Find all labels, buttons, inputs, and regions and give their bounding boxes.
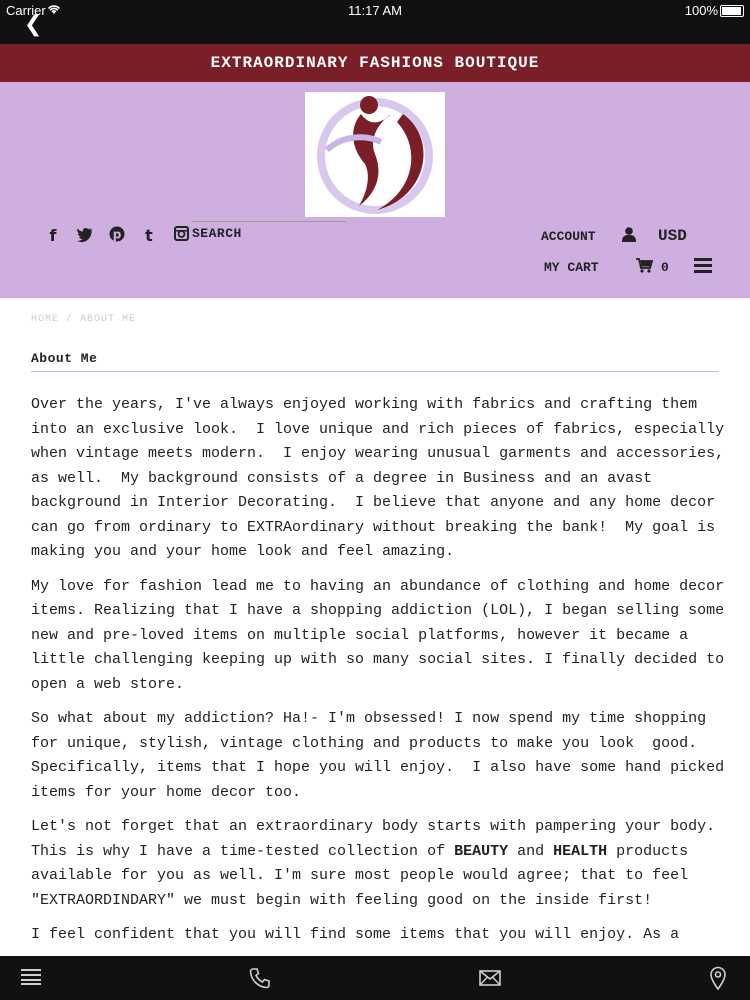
- paragraph: So what about my addiction? Ha!- I'm obsessed! I now spend my time shopping for unique, stylish, vintage clothing and products to make you look good. Specifically, items that I hope you will enjoy. I also have some hand picked items for your home decor too.: [31, 710, 734, 801]
- paragraph: [31, 815, 734, 913]
- store-title[interactable]: EXTRAORDINARY FASHIONS BOUTIQUE: [210, 54, 540, 72]
- facebook-icon[interactable]: f: [49, 226, 57, 245]
- carrier-label: Carrier: [6, 3, 46, 18]
- paragraph: My love for fashion lead me to having an abundance of clothing and home decor items. Realizing that I have a shopping addiction (LOL), I began selling some new and pre-loved items on multiple social platforms, however it became a little challenging keeping up with so many social sites. I finally decided to open a web store.: [31, 577, 734, 693]
- social-links: [44, 226, 190, 246]
- instagram-icon[interactable]: [172, 226, 190, 246]
- battery-percent: 100%: [684, 3, 718, 18]
- paragraph-text: and: [508, 842, 554, 860]
- cart-icon[interactable]: [636, 258, 653, 277]
- svg-text:p: p: [112, 227, 122, 242]
- phone-icon[interactable]: [249, 967, 271, 989]
- title-divider: [31, 371, 719, 372]
- breadcrumb[interactable]: HOME / ABOUT ME: [31, 314, 137, 325]
- paragraph-text: products available for you as well. I'm sure most people would agree; that to feel "EXTRAORDINDARY" we must begin with feeling good on the inside first!: [31, 842, 698, 909]
- pinterest-icon[interactable]: [108, 226, 126, 246]
- location-pin-icon[interactable]: [709, 966, 727, 990]
- cart-link[interactable]: MY CART: [544, 260, 599, 275]
- bottom-toolbar: [0, 956, 750, 1000]
- about-content: [31, 393, 734, 953]
- store-logo[interactable]: [305, 92, 445, 217]
- hamburger-menu-icon[interactable]: [694, 258, 712, 272]
- twitter-icon[interactable]: [76, 226, 94, 246]
- beauty-highlight: BEAUTY: [454, 842, 509, 860]
- paragraph: I feel confident that you will find some items that you will enjoy. As a: [31, 926, 680, 943]
- site-header: [0, 82, 750, 298]
- store-title-bar: [0, 44, 750, 82]
- currency-selector[interactable]: USD: [658, 227, 687, 245]
- back-chevron-icon[interactable]: ❮: [24, 12, 43, 37]
- mail-icon[interactable]: [479, 970, 501, 986]
- paragraph: Over the years, I've always enjoyed working with fabrics and crafting them into an exclusive look. I love unique and rich pieces of fabrics, especially when vintage meets modern. I enjoy wearing unusual garments and accessories, as well. My background consists of a degree in Business and an avast background in Interior Decorating. I believe that anyone and any home decor can go from ordinary to EXTRAordinary without breaking the bank! My goal is making you and your home look and feel amazing.: [31, 396, 734, 560]
- search-underline: [192, 221, 346, 222]
- account-link[interactable]: ACCOUNT: [541, 229, 596, 244]
- search-input[interactable]: [192, 221, 346, 241]
- paragraph-text: Let's not forget that an extraordinary body starts with pampering your body. This is why I have a time-tested collection of: [31, 818, 734, 860]
- tumblr-icon[interactable]: t: [145, 226, 153, 245]
- battery-icon: [720, 5, 744, 17]
- user-icon[interactable]: [622, 227, 636, 247]
- list-menu-icon[interactable]: [21, 969, 41, 985]
- health-highlight: HEALTH: [553, 842, 608, 860]
- page-title: About Me: [31, 351, 98, 366]
- cart-count: 0: [661, 260, 669, 275]
- status-bar: [0, 0, 750, 44]
- clock: 11:17 AM: [348, 3, 402, 18]
- search-label: SEARCH: [192, 226, 242, 241]
